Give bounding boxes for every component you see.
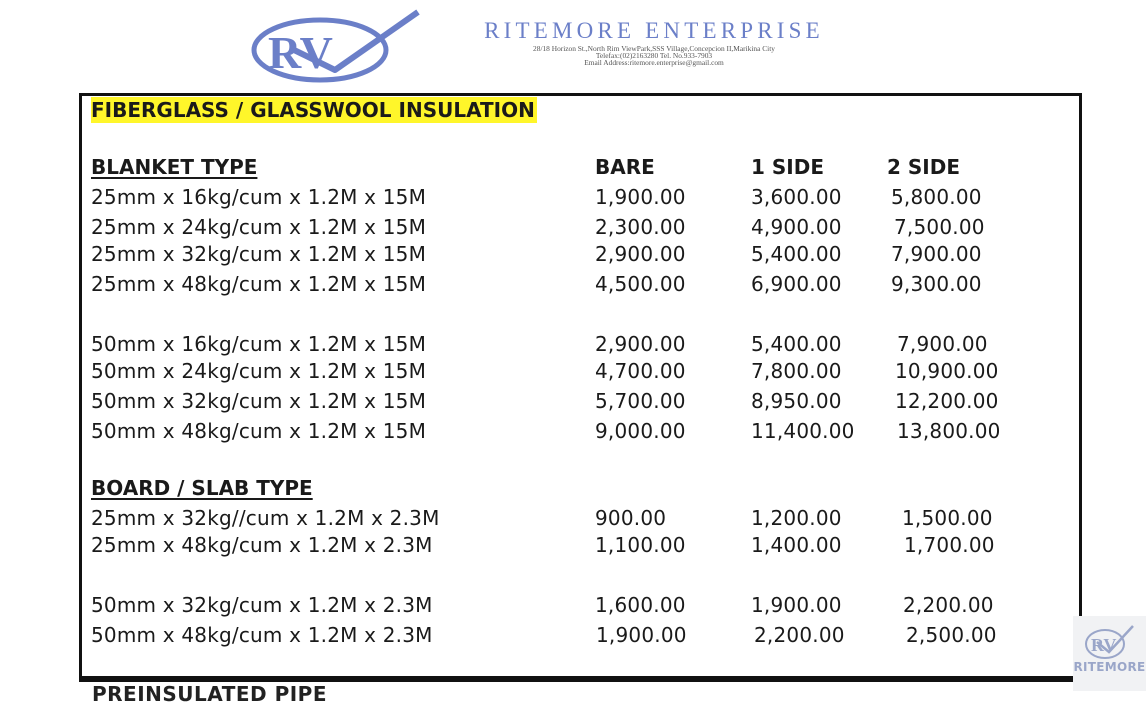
company-telefax: Telefax:(02)2163280 Tel. No.933-7903 <box>595 51 713 60</box>
price-two-side: 7,900.00 <box>891 242 982 266</box>
watermark-logo-icon <box>1083 622 1135 662</box>
table-row <box>0 331 1146 357</box>
price-one-side: 5,400.00 <box>751 332 842 356</box>
table-row <box>0 592 1146 618</box>
price-two-side: 7,500.00 <box>894 215 985 239</box>
price-bare: 2,900.00 <box>595 242 686 266</box>
item-description: 25mm x 16kg/cum x 1.2M x 15M <box>91 185 427 209</box>
item-description: 25mm x 32kg//cum x 1.2M x 2.3M <box>91 506 440 530</box>
price-one-side: 2,200.00 <box>754 623 845 647</box>
item-description: 50mm x 48kg/cum x 1.2M x 15M <box>91 419 427 443</box>
price-bare: 4,500.00 <box>595 272 686 296</box>
price-bare: 4,700.00 <box>595 359 686 383</box>
company-name: RITEMORE ENTERPRISE <box>484 18 824 43</box>
item-description: 50mm x 32kg/cum x 1.2M x 15M <box>91 389 427 413</box>
price-two-side: 2,500.00 <box>906 623 997 647</box>
table-row <box>0 532 1146 558</box>
corner-watermark <box>1073 616 1146 691</box>
item-description: 50mm x 16kg/cum x 1.2M x 15M <box>91 332 427 356</box>
item-description: 25mm x 48kg/cum x 1.2M x 15M <box>91 272 427 296</box>
next-section-heading: PREINSULATED PIPE <box>92 682 328 706</box>
price-one-side: 5,400.00 <box>751 242 842 266</box>
svg-text:RV: RV <box>268 27 333 78</box>
price-bare: 5,700.00 <box>595 389 686 413</box>
price-one-side: 8,950.00 <box>751 389 842 413</box>
item-description: 25mm x 48kg/cum x 1.2M x 2.3M <box>91 533 433 557</box>
table-row <box>0 388 1146 414</box>
price-bare: 1,600.00 <box>595 593 686 617</box>
price-one-side: 11,400.00 <box>751 419 855 443</box>
item-description: 50mm x 48kg/cum x 1.2M x 2.3M <box>91 623 433 647</box>
column-one-side-header: 1 SIDE <box>751 155 824 179</box>
column-two-side-header: 2 SIDE <box>887 155 960 179</box>
price-bare: 1,100.00 <box>595 533 686 557</box>
price-two-side: 1,500.00 <box>902 506 993 530</box>
price-one-side: 4,900.00 <box>751 215 842 239</box>
price-two-side: 9,300.00 <box>891 272 982 296</box>
table-row <box>0 271 1146 297</box>
price-bare: 2,300.00 <box>595 215 686 239</box>
company-address: 28/18 Horizon St.,North Rim ViewPark,SSS Village,Concepcion II,Marikina City <box>533 44 775 53</box>
column-bare-header: BARE <box>595 155 655 179</box>
price-bare: 9,000.00 <box>595 419 686 443</box>
price-two-side: 10,900.00 <box>895 359 999 383</box>
table-row <box>0 358 1146 384</box>
table-row <box>0 184 1146 210</box>
price-bare: 1,900.00 <box>595 185 686 209</box>
company-email: Email Address:ritemore.enterprise@gmail.com <box>584 58 724 67</box>
watermark-text: RITEMORE <box>1073 660 1146 674</box>
company-logo-icon <box>250 8 422 84</box>
price-two-side: 5,800.00 <box>891 185 982 209</box>
table-row <box>0 241 1146 267</box>
price-bare: 2,900.00 <box>595 332 686 356</box>
price-two-side: 13,800.00 <box>897 419 1001 443</box>
svg-text:RV: RV <box>1091 635 1117 655</box>
item-description: 25mm x 32kg/cum x 1.2M x 15M <box>91 242 427 266</box>
price-one-side: 1,900.00 <box>751 593 842 617</box>
price-two-side: 1,700.00 <box>904 533 995 557</box>
price-one-side: 7,800.00 <box>751 359 842 383</box>
price-one-side: 1,400.00 <box>751 533 842 557</box>
item-description: 50mm x 24kg/cum x 1.2M x 15M <box>91 359 427 383</box>
board-slab-type-heading: BOARD / SLAB TYPE <box>91 476 313 500</box>
price-one-side: 6,900.00 <box>751 272 842 296</box>
table-row <box>0 418 1146 444</box>
price-two-side: 2,200.00 <box>903 593 994 617</box>
price-two-side: 12,200.00 <box>895 389 999 413</box>
price-two-side: 7,900.00 <box>897 332 988 356</box>
price-one-side: 3,600.00 <box>751 185 842 209</box>
item-description: 25mm x 24kg/cum x 1.2M x 15M <box>91 215 427 239</box>
table-row <box>0 214 1146 240</box>
table-row <box>0 622 1146 648</box>
document-title: FIBERGLASS / GLASSWOOL INSULATION <box>91 98 535 122</box>
price-bare: 1,900.00 <box>596 623 687 647</box>
blanket-type-heading: BLANKET TYPE <box>91 155 258 179</box>
table-row <box>0 505 1146 531</box>
item-description: 50mm x 32kg/cum x 1.2M x 2.3M <box>91 593 433 617</box>
price-one-side: 1,200.00 <box>751 506 842 530</box>
price-bare: 900.00 <box>595 506 667 530</box>
